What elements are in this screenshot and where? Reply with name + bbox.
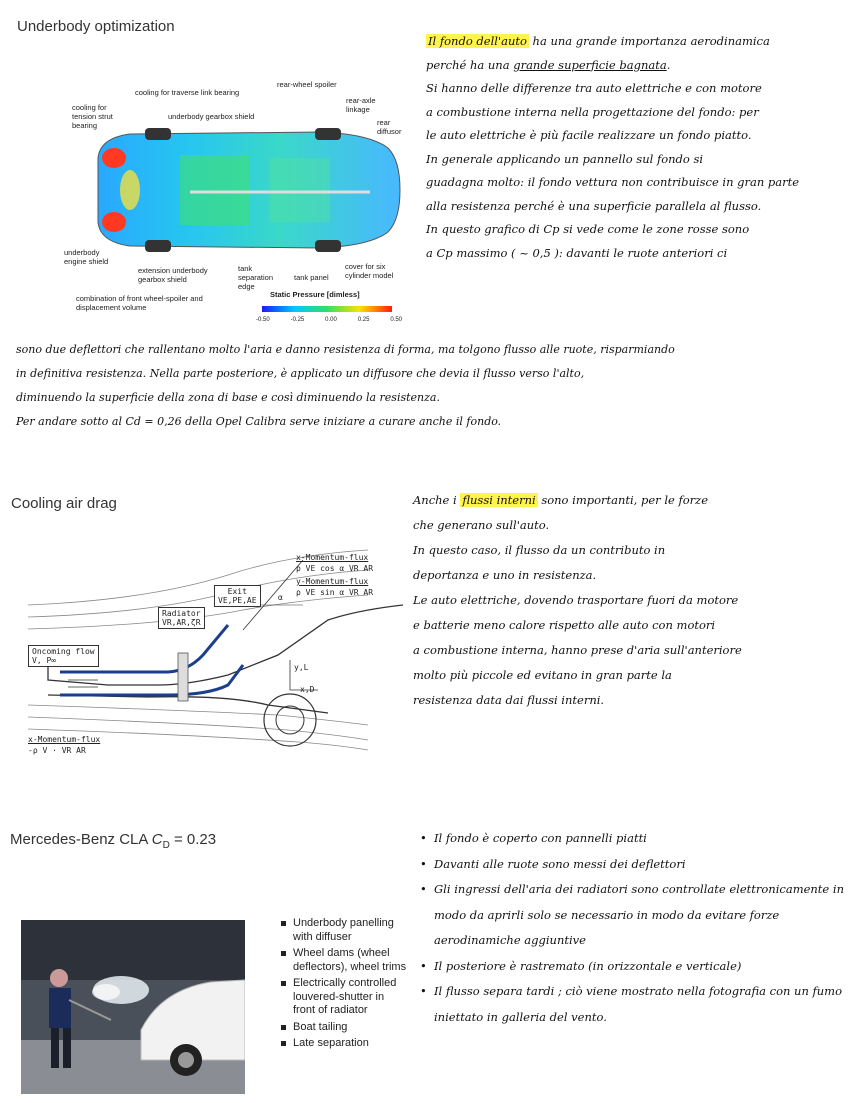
label-cover-six: cover for six cylinder model [345,262,394,280]
note-line: resistenza data dai flussi interni. [413,693,605,707]
cla-feature-item: Boat tailing [281,1021,409,1035]
note-line: a combustione interna nella progettazione del fondo: per [426,104,759,119]
note-line: diminuendo la superficie della zona di base e così diminuendo la resistenza. [16,391,440,404]
note-line [413,488,742,513]
note-line: molto più piccole ed evitano in gran parte la [413,668,672,682]
label-radiator: Radiator [162,609,201,618]
label-engine-shield: underbody engine shield [64,248,109,266]
label-y-mom-exit: y-Momentum-flux [296,577,369,586]
cla-notes [420,826,845,1030]
note-line: In questo caso, il flusso da un contributo in [413,543,666,557]
legend-tick: 0.00 [325,317,337,323]
note-line: a Cp massimo ( ~ 0,5 ): davanti le ruote anteriori ci [426,245,728,260]
cla-note-item: • Davanti alle ruote sono messi dei deflettori [420,852,845,878]
label-x-mom-in: x-Momentum-flux [28,735,101,744]
label-x-mom-exit: x-Momentum-flux [296,553,369,562]
label-axis-xd: x,D [300,685,315,694]
label-tank-panel: tank panel [294,273,329,282]
note-line: Si hanno delle differenze tra auto elettriche e con motore [426,81,762,95]
note-underline: grande superficie bagnata [513,57,667,72]
label-oncoming: Oncoming flow [32,647,95,656]
label-alpha: α [278,593,283,602]
cla-feature-list [281,917,409,1054]
title-cd: C [151,831,163,848]
note-highlight: Il fondo dell'auto [428,34,527,48]
cooling-air-figure [28,545,403,760]
title-prefix: Mercedes-Benz CLA [10,831,152,848]
underbody-notes-full [16,338,675,434]
title-cd-sub: D [162,840,170,851]
label-gearbox-shield: underbody gearbox shield [168,112,255,121]
wind-tunnel-illustration [21,920,245,1094]
note-line: deportanza e uno in resistenza. [413,568,597,582]
note-line: Per andare sotto al Cd = 0,26 della Opel Calibra serve iniziare a curare anche il fondo. [16,415,502,428]
note-highlight: flussi interni [462,493,536,507]
cla-feature-item: Electrically controlled louvered-shutter in front of radiator [281,977,409,1018]
legend-tick: 0.50 [390,317,402,323]
cla-note-item: • Il posteriore è rastremato (in orizzontale e verticale) [420,954,845,980]
section-title-underbody: Underbody optimization [17,18,175,35]
cla-note-item: • Il fondo è coperto con pannelli piatti [420,826,845,852]
cooling-notes [413,488,742,713]
label-tank-sep: tank separation edge [238,264,274,291]
label-exit: Exit [227,587,247,596]
note-line: alla resistenza perché è una superficie parallela al flusso. [426,198,762,213]
cla-note-item: • Il flusso separa tardi ; ciò viene mostrato nella fotografia con un fumo iniettato in galleria del vento. [420,979,845,1030]
note-line: Le auto elettriche, dovendo trasportare fuori da motore [413,593,739,607]
legend-tick: -0.25 [290,317,305,323]
note-line: che generano sull'auto. [413,518,550,532]
note-text: sono importanti, per le forze [537,493,708,507]
note-text: perché ha una [426,57,514,72]
note-text: ha una grande importanza aerodinamica [528,34,770,48]
note-text: Anche i [413,493,461,507]
note-line: le auto elettriche è più facile realizzare un fondo piatto. [426,128,752,142]
note-line: in definitiva resistenza. Nella parte posteriore, è applicato un diffusore che devia il flusso verso l'alto, [16,367,585,380]
wind-tunnel-photo [21,920,245,1094]
label-y-mom-exit-formula: ρ VE sin α VR AR [296,588,374,597]
label-rear-axle: rear-axle linkage [346,96,376,114]
label-x-mom-in-formula: -ρ V · VR AR [28,746,86,755]
underbody-notes [426,30,799,265]
section-title-cla [10,831,216,851]
label-exit-box [214,585,261,607]
note-line: e batterie meno calore rispetto alle auto con motori [413,618,716,632]
cla-feature-item: Wheel dams (wheel deflectors), wheel trims [281,947,409,974]
legend-ticks [256,316,402,325]
label-oncoming-vars: V, P∞ [32,656,57,665]
note-line [426,30,799,54]
label-ext-gearbox: extension underbody gearbox shield [138,266,208,284]
label-exit-vars: VE,PE,AE [218,596,257,605]
label-radiator-box [158,607,205,629]
note-line: In generale applicando un pannello sul fondo si [426,151,704,166]
cla-note-item: • Gli ingressi dell'aria dei radiatori sono controllate elettronicamente in modo da aprirli solo se necessario in modo da evitare forze aerodinamiche aggiuntive [420,877,845,954]
title-value: = 0.23 [169,831,217,848]
cla-feature-item: Underbody panelling with diffuser [281,917,409,944]
label-x-mom-exit-formula: ρ VE cos α VR AR [296,564,374,573]
note-line [426,54,799,78]
note-line: sono due deflettori che rallentano molto l'aria e danno resistenza di forma, ma tolgono flusso alle ruote, risparmiando [16,343,675,356]
legend-tick: 0.25 [357,317,370,323]
label-radiator-vars: VR,AR,ζR [162,618,201,627]
legend-title: Static Pressure [dimless] [270,290,360,299]
section-title-cooling: Cooling air drag [11,495,117,512]
note-text: . [666,57,671,72]
label-cooling-tension: cooling for tension strut bearing [72,103,113,130]
note-line: guadagna molto: il fondo vettura non contribuisce in gran parte [426,175,800,189]
cla-feature-item: Late separation [281,1037,409,1051]
note-line: a combustione interna, hanno prese d'aria sull'anteriore [413,643,742,657]
label-rear-diffusor: rear diffusor [377,118,402,136]
label-oncoming-box [28,645,99,667]
underbody-pressure-figure [64,80,410,328]
label-rear-spoiler: rear-wheel spoiler [277,80,337,89]
legend-tick: -0.50 [256,317,270,323]
label-axis-yl: y,L [294,663,309,672]
label-cooling-traverse: cooling for traverse link bearing [135,88,240,97]
label-combination: combination of front wheel-spoiler and displacement volume [76,294,203,312]
note-line: In questo grafico di Cp si vede come le zone rosse sono [426,222,750,236]
